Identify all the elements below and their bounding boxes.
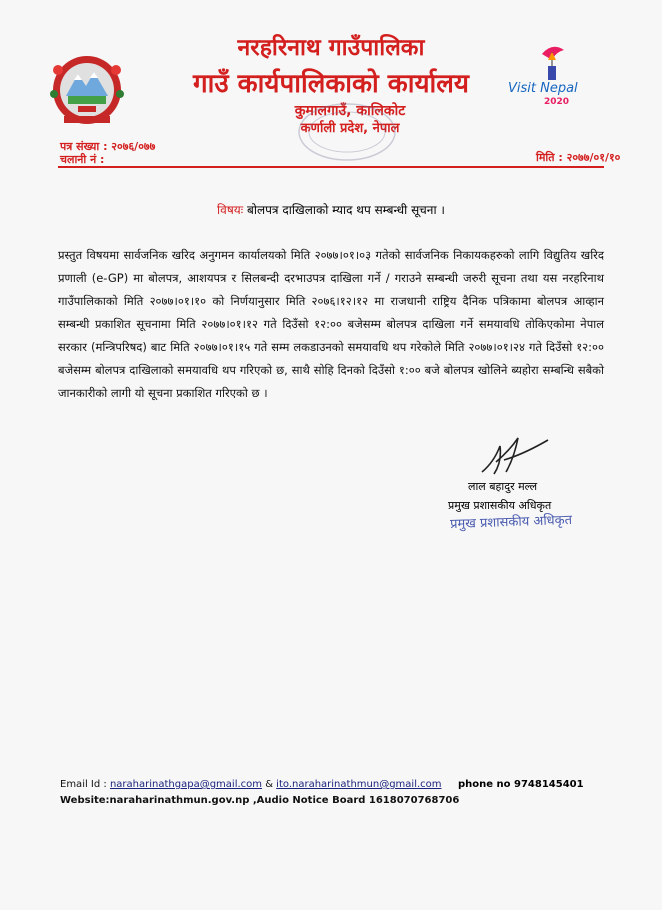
header-divider bbox=[58, 166, 604, 168]
address-line-2: कर्णाली प्रदेश, नेपाल bbox=[300, 121, 400, 136]
address-line-1: कुमालगाउँ, कालिकोट bbox=[294, 103, 406, 119]
email-link-2[interactable]: ito.naraharinathmun@gmail.com bbox=[276, 779, 442, 790]
subject-label: विषयः bbox=[217, 203, 244, 217]
signatory-title: प्रमुख प्रशासकीय अधिकृत bbox=[448, 499, 552, 512]
dispatch-number: चलानी नं : bbox=[60, 153, 105, 166]
email-label: Email Id : bbox=[60, 779, 107, 790]
footer-email-line bbox=[60, 779, 442, 790]
reference-number: पत्र संख्या : २०७६/०७७ bbox=[60, 140, 156, 153]
signatory-stamp: प्रमुख प्रशासकीय अधिकृत bbox=[449, 512, 573, 533]
visit-nepal-logo bbox=[504, 40, 604, 106]
email-separator: & bbox=[262, 779, 277, 790]
office-stamp bbox=[292, 100, 402, 164]
handwritten-signature bbox=[474, 432, 554, 480]
municipality-name: नरहरिनाथ गाउँपालिका bbox=[237, 35, 425, 61]
visit-nepal-text: Visit Nepal bbox=[508, 81, 578, 96]
letter-date: मिति : २०७७/०१/१० bbox=[536, 151, 621, 164]
office-name: गाउँ कार्यपालिकाको कार्यालय bbox=[193, 69, 469, 99]
email-link-1[interactable]: naraharinathgapa@gmail.com bbox=[109, 779, 263, 790]
visit-nepal-year: 2020 bbox=[544, 97, 570, 106]
phone-number: phone no 9748145401 bbox=[458, 779, 584, 790]
signatory-name: लाल बहादुर मल्ल bbox=[468, 480, 538, 493]
notice-body: प्रस्तुत विषयमा सार्वजनिक खरिद अनुगमन कार्यालयको मिति २०७७।०१।०३ गतेको सार्वजनिक निकायकहरुको लागि विद्युतिय खरिद प्रणाली (e-GP) मा बोलपत्र, आशयपत्र र सिलबन्दी दरभाउपत्र दाखिला गर्ने / गराउने सम्बन्धी जरुरी सूचना तथा यस नरहरिनाथ गाउँपालिकाको मिति २०७७।०१।१० को निर्णयानुसार मिति २०७६।१२।१२ मा राजधानी राष्ट्रिय दैनिक पत्रिकामा बोलपत्र आव्हान सम्बन्धी प्रकाशित सूचनामा मिति २०७७।०१।१२ गते दिउँसो १२:०० बजेसम्म बोलपत्र दाखिला गर्ने समयावधि तोकिएकोमा नेपाल सरकार (मन्त्रिपरिषद) बाट मिति २०७७।०१।१५ गते सम्म लकडाउनको समयावधि थप गरेकोले मिति २०७७।०१।२४ गते दिउँसो १२:०० बजेसम्म बोलपत्र दाखिलाको समयावधि थप गरिएको छ, साथै सोहि दिनको दिउँसो १:०० बजे बोलपत्र खोलिने ब्यहोरा सम्बन्धि सबैको जानकारीको लागी यो सूचना प्रकाशित गरिएको छ । bbox=[58, 248, 604, 400]
subject-text: बोलपत्र दाखिलाको म्याद थप सम्बन्धी सूचना । bbox=[246, 203, 445, 217]
subject-line bbox=[0, 201, 662, 218]
footer-website-line: Website:naraharinathmun.gov.np ,Audio Notice Board 1618070768706 bbox=[60, 795, 460, 806]
